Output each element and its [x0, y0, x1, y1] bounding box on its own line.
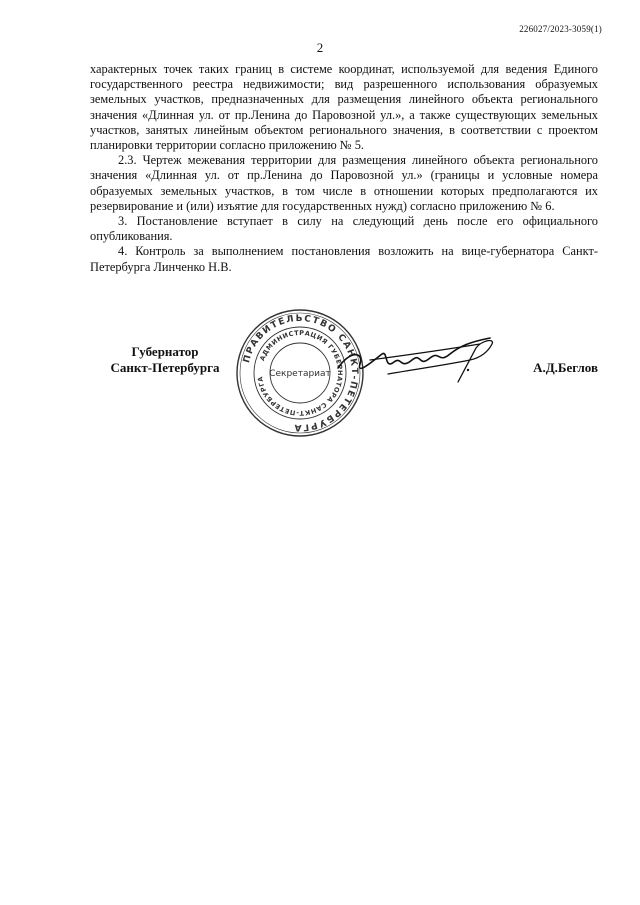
signatory-name: А.Д.Беглов: [533, 360, 598, 375]
paragraph-4: 4. Контроль за выполнением постановления возложить на вице-губернатора Санкт-Петербурга Линченко Н.В.: [90, 244, 598, 274]
document-body: [90, 62, 598, 275]
paragraph-continuation: характерных точек таких границ в системе координат, используемой для ведения Единого государственного реестра недвижимости; вид разрешенного использования образуемых земельных участков, предназначенных для размещения линейного объекта регионального значения «Длинная ул. от пр.Ленина до Паровозной ул.», а также существующих земельных участков, занятых линейным объектом регионального значения, в соответствии с проектом планировки территории согласно приложению № 5.: [90, 62, 598, 153]
position-line-1: Губернатор: [131, 344, 199, 359]
seal-center-text: Секретариат: [269, 369, 331, 379]
handwritten-signature: [330, 330, 505, 390]
page-number: 2: [316, 40, 324, 55]
paragraph-2-3: 2.3. Чертеж межевания территории для размещения линейного объекта регионального значения «Длинная ул. от пр.Ленина до Паровозной ул.» (границы и условные номера образуемых земельных участков, в том числе в отношении которых предполагаются их резервирование и (или) изъятие для государственных нужд) согласно приложению № 6.: [90, 153, 598, 213]
seal-outer-text: ПРАВИТЕЛЬСТВО САНКТ-ПЕТЕРБУРГА: [241, 313, 360, 433]
signatory-position: [90, 344, 240, 376]
position-line-2: Санкт-Петербурга: [110, 360, 220, 375]
seal-inner-text: АДМИНИСТРАЦИЯ ГУБЕРНАТОРА САНКТ-ПЕТЕРБУРГА: [256, 328, 345, 418]
document-number: 226027/2023-3059(1): [519, 24, 602, 34]
paragraph-3: 3. Постановление вступает в силу на следующий день после его официального опубликования.: [90, 214, 598, 244]
